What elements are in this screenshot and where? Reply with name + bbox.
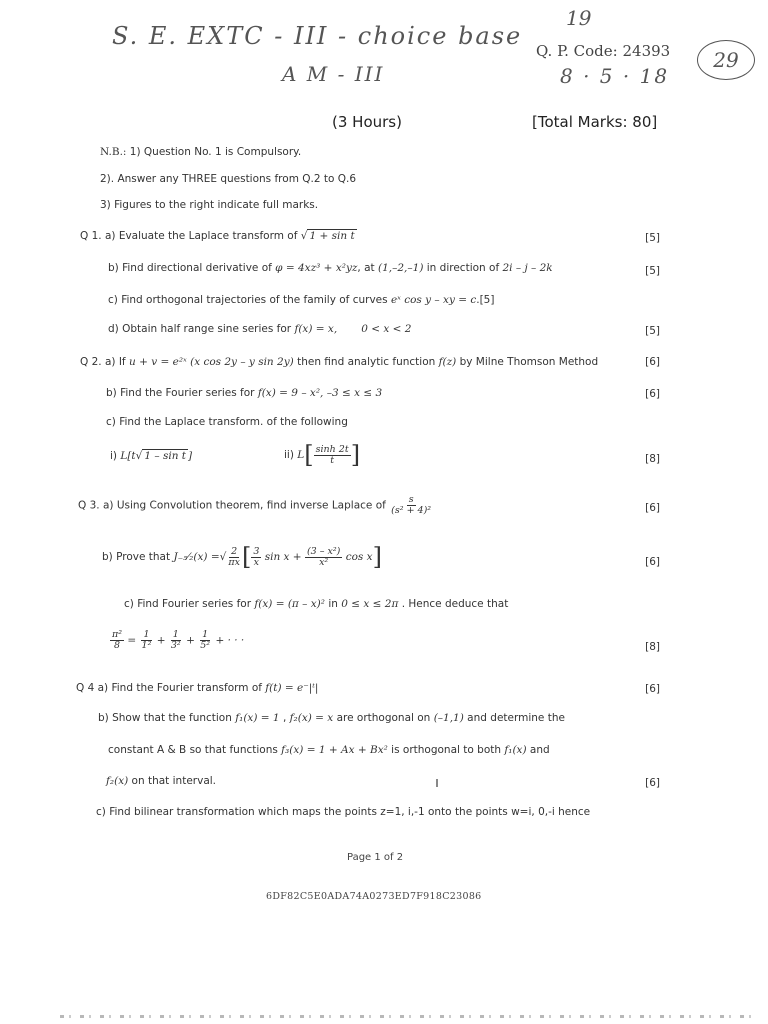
nb-label: N.B.:: [100, 146, 127, 158]
q3a: [78, 495, 433, 516]
circled-number: 29: [697, 40, 755, 80]
q2c-i: i) L[t√ 1 – sin t ]: [110, 450, 193, 462]
q4c: c) Find bilinear transformation which maps the points z=1, i,-1 onto the points w=i, 0,-i hence: [96, 806, 591, 818]
q4b-text1: b) Show that the function: [98, 712, 236, 724]
q2b-text: b) Find the Fourier series for: [106, 387, 258, 399]
q2a-text2: then find analytic function: [293, 356, 439, 368]
q4b-line3: [106, 775, 216, 787]
q2a-math: u + v = e²ˣ (x cos 2y – y sin 2y): [128, 356, 294, 368]
q2b-range: , –3 ≤ x ≤ 3: [320, 387, 383, 399]
exam-duration: (3 Hours): [332, 113, 402, 131]
q4b-and: and: [526, 744, 550, 756]
q4a-math: f(t) = e⁻|ᵗ|: [265, 682, 319, 694]
nb-item-1: [100, 146, 301, 158]
q2c-i-label: i): [110, 450, 121, 462]
q3c-in: in: [324, 598, 342, 610]
q2b-math: f(x) = 9 – x²: [257, 387, 321, 399]
q2b: [106, 387, 382, 399]
q1d-marks: [5]: [645, 325, 660, 337]
q1b-at: , at: [357, 262, 378, 274]
q4b-sep: ,: [279, 712, 290, 724]
q3a-num: s: [408, 494, 414, 505]
q4b-marks: [6]: [645, 777, 660, 789]
handwritten-course-title: S. E. EXTC - III - choice base: [112, 22, 523, 50]
scan-edge-noise: [60, 1015, 760, 1018]
document-hash: 6DF82C5E0ADA74A0273ED7F918C23086: [266, 891, 482, 902]
q1d: [108, 323, 411, 335]
qp-code: Q. P. Code: 24393: [536, 42, 671, 60]
q3c-text2: . Hence deduce that: [398, 598, 509, 610]
q4b-interval: (–1,1): [433, 712, 464, 724]
q3b-rad-num: 2: [231, 545, 238, 557]
q1b: [108, 262, 553, 274]
q3c-range: 0 ≤ x ≤ 2π: [341, 598, 399, 610]
q3c-marks: [8]: [645, 641, 660, 653]
scan-speck: [436, 779, 438, 787]
q3c-lhs-den: 8: [114, 639, 121, 651]
q3c-term3: [198, 630, 212, 651]
q4a-marks: [6]: [645, 683, 660, 695]
q2a: [80, 356, 598, 368]
q2c-marks: [8]: [645, 453, 660, 465]
q3c: [124, 598, 508, 610]
page-number: Page 1 of 2: [347, 852, 404, 863]
nb-item-3: 3) Figures to the right indicate full marks.: [100, 199, 319, 211]
q3b-f2-den: x²: [319, 556, 329, 568]
q4b-line3-text: on that interval.: [128, 775, 217, 787]
q3b-lhs: J₋₅⁄₂(x) =: [173, 551, 220, 563]
q2c-ii: ii) L[ $\frac{\sinh 2t}{t}$ ]: [284, 441, 361, 469]
q2c-ii-L: L: [297, 449, 305, 461]
q2c-ii-frac: [314, 445, 351, 466]
q3c-t2-num: 1: [172, 629, 179, 640]
q2a-fz: f(z): [438, 356, 457, 368]
q2c-i-post: ]: [188, 450, 193, 462]
q4a-text: Q 4 a) Find the Fourier transform of: [76, 682, 266, 694]
q4b-text2: are orthogonal on: [333, 712, 434, 724]
q3c-lhs-num: π²: [112, 629, 123, 640]
q3b-marks: [6]: [645, 556, 660, 568]
q3c-term2: [169, 630, 183, 651]
q4b-line2-text2: is orthogonal to both: [387, 744, 505, 756]
q4b-text3: and determine the: [463, 712, 565, 724]
q4b-f3: f₃(x) = 1 + Ax + Bx²: [281, 744, 388, 756]
q2a-marks: [6]: [645, 356, 660, 368]
q2b-marks: [6]: [645, 388, 660, 400]
q1c-math: eˣ cos y – xy = c: [390, 294, 477, 306]
q3a-text: Q 3. a) Using Convolution theorem, find inverse Laplace of: [78, 499, 390, 512]
q1b-marks: [5]: [645, 265, 660, 277]
total-marks: [Total Marks: 80]: [532, 113, 658, 131]
q3c-t1-num: 1: [143, 629, 150, 640]
q2c-ii-label: ii): [284, 449, 298, 461]
q1c-marks: .[5]: [476, 294, 495, 306]
q3c-math: f(x) = (π – x)²: [254, 598, 325, 610]
q2c-ii-num: sinh 2t: [315, 443, 349, 455]
q2c-ii-den: t: [330, 454, 335, 466]
q2c: c) Find the Laplace transform. of the following: [106, 416, 348, 428]
q3c-dots: + · · ·: [215, 634, 245, 647]
q1b-point: (1,–2,–1): [378, 262, 424, 274]
q3b-cos: cos x: [342, 551, 373, 563]
q4b-line2: [108, 744, 550, 756]
q1b-vec: 2i – j – 2k: [502, 262, 553, 274]
q1d-range: 0 < x < 2: [361, 323, 412, 335]
q3c-t3-num: 1: [202, 629, 209, 640]
q3b-sin: sin x +: [261, 551, 305, 563]
q3b-rad-den: πx: [228, 556, 240, 568]
q1b-math: φ = 4xz³ + x²yz: [275, 262, 358, 274]
q3b-text: b) Prove that: [102, 551, 174, 563]
q3b-f1-den: x: [253, 556, 260, 568]
q3a-marks: [6]: [645, 502, 660, 514]
q1a-math: 1 + sin t: [309, 230, 355, 242]
q3b-f1-num: 3: [253, 545, 260, 557]
q2a-text3: by Milne Thomson Method: [456, 356, 599, 368]
q3a-frac: [389, 495, 433, 516]
q2c-i-rad: 1 – sin t: [144, 450, 187, 462]
q3a-den: (s² + 4)²: [391, 504, 432, 516]
q3c-text: c) Find Fourier series for: [124, 598, 255, 610]
q1b-text: b) Find directional derivative of: [108, 262, 276, 274]
q1c: [108, 294, 494, 306]
q3c-t3-den: 5²: [200, 639, 211, 651]
q3c-term1: [140, 630, 154, 651]
q1d-math: f(x) = x,: [294, 323, 338, 335]
q3b-f2-num: (3 – x²): [306, 545, 341, 557]
q3b-f1: [251, 547, 261, 568]
q3b-f2: [305, 547, 342, 568]
handwritten-subject: A M - III: [282, 62, 385, 86]
q1d-text: d) Obtain half range sine series for: [108, 323, 295, 335]
q2c-i-pre: L[t: [120, 450, 136, 462]
q4b-line2-text: constant A & B so that functions: [108, 744, 282, 756]
q4a: [76, 682, 318, 694]
handwritten-date: 8 · 5 · 18: [560, 64, 670, 88]
q2a-text: Q 2. a) If: [80, 356, 129, 368]
q3c-t1-den: 1²: [141, 639, 152, 651]
q1a-marks: [5]: [645, 232, 660, 244]
nb-text: 1) Question No. 1 is Compulsory.: [129, 146, 302, 158]
q4b-f2: f₂(x) = x: [289, 712, 334, 724]
q1a-text: Q 1. a) Evaluate the Laplace transform of: [80, 230, 301, 242]
q4b-f1b: f₁(x): [504, 744, 527, 756]
nb-item-2: 2). Answer any THREE questions from Q.2 to Q.6: [100, 173, 357, 185]
q4b-f2b: f₂(x): [106, 775, 129, 787]
q3b: b) Prove that J₋₅⁄₂(x) =√ $\frac{2}{\pi x}$ [ $\frac{3}{x}$ sin x + $\frac{\text{(3 – x²)}}{\text{x²}}$ cos x]: [102, 543, 382, 571]
q1a: Q 1. a) Evaluate the Laplace transform of √ 1 + sin t: [80, 230, 355, 242]
handwritten-number: 19: [566, 6, 592, 30]
q3c-t2-den: 3²: [170, 639, 181, 651]
q1b-dir: in direction of: [423, 262, 503, 274]
q4b-line1: [98, 712, 565, 724]
q3b-rad: [226, 547, 242, 568]
q1c-text: c) Find orthogonal trajectories of the family of curves: [108, 294, 391, 306]
q3c-lhs: [110, 630, 124, 651]
q3c-series: $\frac{\text{π²}}{8}$ = $\frac{1}{\text{1²}}$ + $\frac{1}{\text{3²}}$ + $\frac{1}{\text{5²}}$ + · · ·: [112, 629, 245, 651]
q4b-f1: f₁(x) = 1: [235, 712, 280, 724]
